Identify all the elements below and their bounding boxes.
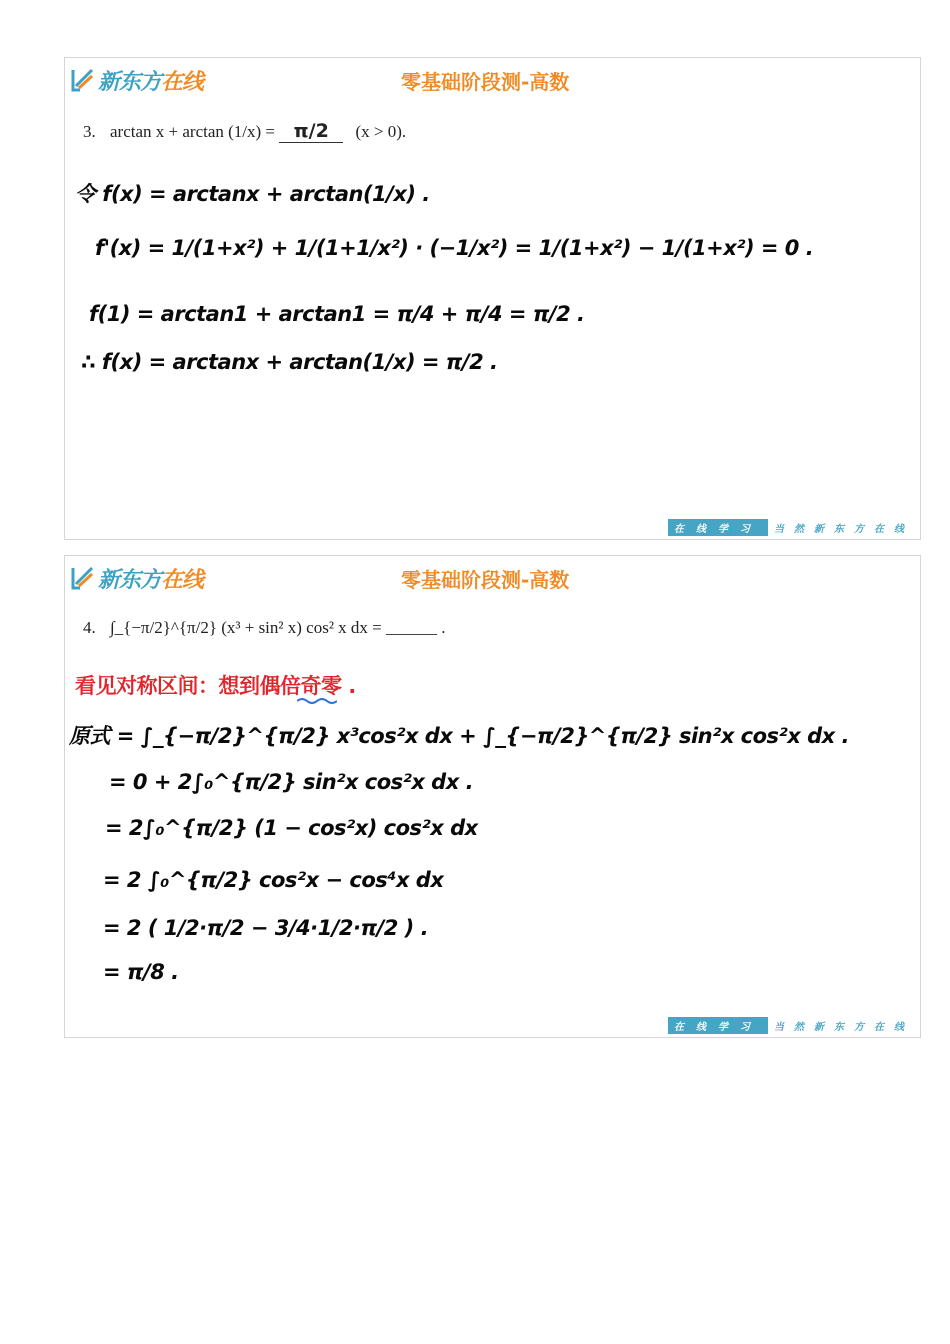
- solution-line: = 0 + 2∫₀^{π/2} sin²x cos²x dx .: [109, 770, 474, 794]
- logo: [70, 560, 203, 596]
- footer-boxed-text: 在线学习: [668, 519, 768, 536]
- solution-line: = 2∫₀^{π/2} (1 − cos²x) cos²x dx: [105, 816, 478, 840]
- solution-line: f(1) = arctan1 + arctan1 = π/4 + π/4 = π/2 .: [89, 302, 585, 326]
- slide-problem-4: [64, 555, 921, 1038]
- answer-blank: π/2: [279, 120, 343, 143]
- course-title: 零基础阶段测-高数: [401, 568, 570, 592]
- footer-slogan: 当然新东方在线: [774, 524, 914, 535]
- logo-text: 新东方在线: [98, 69, 204, 95]
- wavy-underline-icon: [297, 697, 337, 705]
- solution-line: = 2 ∫₀^{π/2} cos²x − cos⁴x dx: [103, 868, 444, 892]
- solution-line: = π/8 .: [103, 960, 179, 984]
- problem-condition: (x > 0).: [355, 122, 407, 141]
- slide-problem-3: [64, 57, 921, 540]
- problem-statement: [83, 120, 406, 143]
- logo-mark-icon: [70, 564, 96, 592]
- problem-question: ∫_{−π/2}^{π/2} (x³ + sin² x) cos² x dx = ______ .: [110, 618, 446, 637]
- footer-slogan: 当然新东方在线: [774, 1022, 914, 1033]
- course-title: 零基础阶段测-高数: [401, 70, 570, 94]
- hint-note: 看见对称区间：想到偶倍奇零 .: [75, 674, 356, 698]
- solution-line: f'(x) = 1/(1+x²) + 1/(1+1/x²) · (−1/x²) = 1/(1+x²) − 1/(1+x²) = 0 .: [95, 236, 814, 260]
- logo: [70, 62, 203, 98]
- logo-mark-icon: [70, 66, 96, 94]
- footer-banner: [668, 1017, 914, 1034]
- problem-number: 3.: [83, 122, 96, 141]
- problem-question: arctan x + arctan (1/x) =: [110, 122, 276, 141]
- footer-boxed-text: 在线学习: [668, 1017, 768, 1034]
- solution-line: 令 f(x) = arctanx + arctan(1/x) .: [75, 182, 430, 206]
- solution-line: 原式 = ∫_{−π/2}^{π/2} x³cos²x dx + ∫_{−π/2}^{π/2} sin²x cos²x dx .: [69, 724, 849, 748]
- logo-text: 新东方在线: [98, 567, 204, 593]
- solution-line: ∴ f(x) = arctanx + arctan(1/x) = π/2 .: [81, 350, 498, 374]
- problem-number: 4.: [83, 618, 96, 637]
- problem-statement: [83, 618, 446, 638]
- solution-line: = 2 ( 1/2·π/2 − 3/4·1/2·π/2 ) .: [103, 916, 429, 940]
- footer-banner: [668, 519, 914, 536]
